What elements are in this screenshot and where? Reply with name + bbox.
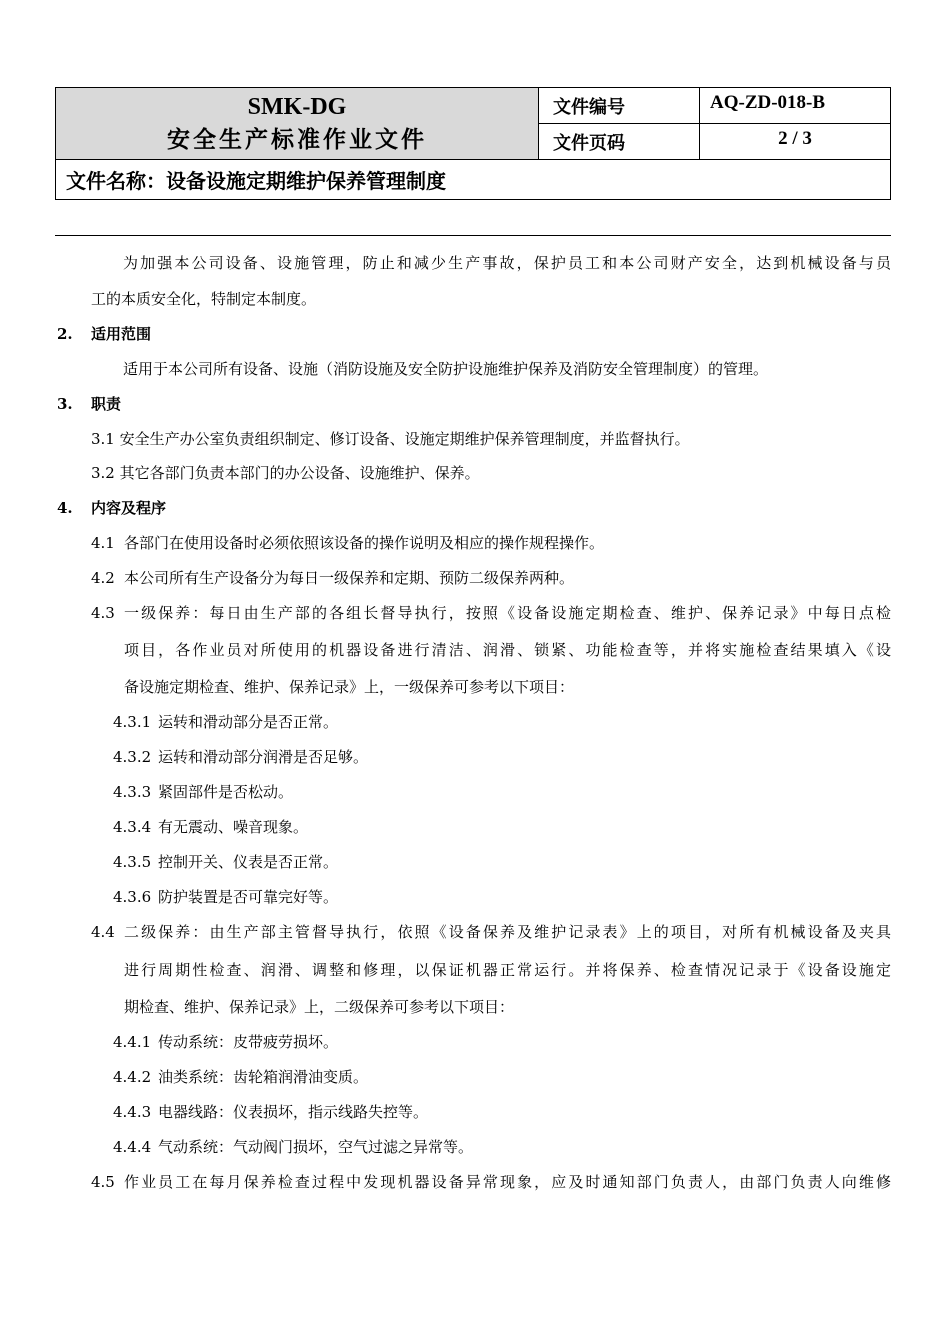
item-4-4-line-1: 二级保养：由生产部主管督导执行，依照《设备保养及维护记录表》上的项目，对所有机械设备及夹具	[124, 923, 891, 941]
section-2-title: 适用范围	[91, 325, 152, 343]
item-4-3-1-text: 运转和滑动部分是否正常。	[158, 713, 339, 731]
page-value: 2 / 3	[700, 124, 890, 160]
item-4-4-4-text: 气动系统：气动阀门损坏，空气过滤之异常等。	[158, 1138, 474, 1156]
section-2-text: 适用于本公司所有设备、设施（消防设施及安全防护设施维护保养及消防安全管理制度）的管理。	[123, 360, 769, 378]
item-4-3-5-text: 控制开关、仪表是否正常。	[158, 853, 339, 871]
item-4-3-4-text: 有无震动、噪音现象。	[158, 818, 309, 836]
item-4-3-3-number: 4.3.3	[113, 783, 152, 801]
item-4-2-text: 本公司所有生产设备分为每日一级保养和定期、预防二级保养两种。	[124, 569, 575, 587]
section-3-number: 3.	[57, 395, 73, 413]
intro-line-1: 为加强本公司设备、设施管理，防止和减少生产事故，保护员工和本公司财产安全，达到机械设备与员	[123, 254, 891, 272]
item-4-4-1-text: 传动系统：皮带疲劳损坏。	[158, 1033, 339, 1051]
item-4-3-line-3: 备设施定期检查、维护、保养记录》上，一级保养可参考以下项目：	[124, 678, 575, 696]
item-4-3-number: 4.3	[91, 604, 115, 622]
item-4-3-5-number: 4.3.5	[113, 853, 152, 871]
item-4-4-number: 4.4	[91, 923, 115, 941]
intro-line-2: 工的本质安全化，特制定本制度。	[91, 290, 317, 308]
item-4-3-3-text: 紧固部件是否松动。	[158, 783, 294, 801]
section-3-title: 职责	[91, 395, 122, 413]
item-4-5-text: 作业员工在每月保养检查过程中发现机器设备异常现象，应及时通知部门负责人，由部门负责人向维修	[124, 1173, 891, 1191]
item-4-4-line-3: 期检查、维护、保养记录》上，二级保养可参考以下项目：	[124, 998, 515, 1016]
item-4-3-6-text: 防护装置是否可靠完好等。	[158, 888, 339, 906]
item-4-3-line-2: 项目，各作业员对所使用的机器设备进行清洁、润滑、锁紧、功能检查等，并将实施检查结果填入《设	[124, 641, 891, 659]
item-4-4-line-2: 进行周期性检查、润滑、调整和修理，以保证机器正常运行。并将保养、检查情况记录于《设备设施定	[124, 961, 891, 979]
item-4-3-line-1: 一级保养：每日由生产部的各组长督导执行，按照《设备设施定期检查、维护、保养记录》中每日点检	[124, 604, 891, 622]
section-3-item-2: 3.2 其它各部门负责本部门的办公设备、设施维护、保养。	[91, 464, 480, 482]
section-4-title: 内容及程序	[91, 499, 167, 517]
header-title-cell	[56, 88, 539, 160]
section-4-number: 4.	[57, 499, 73, 517]
item-4-3-2-number: 4.3.2	[113, 748, 152, 766]
item-4-3-2-text: 运转和滑动部分润滑是否足够。	[158, 748, 369, 766]
item-4-4-1-number: 4.4.1	[113, 1033, 152, 1051]
page-label: 文件页码	[539, 124, 700, 160]
company-code: SMK-DG	[247, 94, 347, 120]
item-4-4-2-number: 4.4.2	[113, 1068, 152, 1086]
item-4-2-number: 4.2	[91, 569, 115, 587]
item-4-3-6-number: 4.3.6	[113, 888, 152, 906]
item-4-4-3-text: 电器线路：仪表损坏，指示线路失控等。	[158, 1103, 429, 1121]
item-4-3-1-number: 4.3.1	[113, 713, 152, 731]
doc-number-label: 文件编号	[539, 88, 700, 124]
item-4-4-2-text: 油类系统：齿轮箱润滑油变质。	[158, 1068, 369, 1086]
section-3-item-1: 3.1 安全生产办公室负责组织制定、修订设备、设施定期维护保养管理制度，并监督执行。	[91, 430, 690, 448]
item-4-3-4-number: 4.3.4	[113, 818, 152, 836]
header-divider	[55, 235, 891, 236]
section-2-number: 2.	[57, 325, 73, 343]
item-4-1-text: 各部门在使用设备时必须依照该设备的操作说明及相应的操作规程操作。	[124, 534, 605, 552]
item-4-4-3-number: 4.4.3	[113, 1103, 152, 1121]
doc-number-value: AQ-ZD-018-B	[700, 88, 890, 124]
document-type: 安全生产标准作业文件	[167, 126, 427, 153]
item-4-1-number: 4.1	[91, 534, 115, 552]
document-header-table	[55, 87, 891, 200]
item-4-5-number: 4.5	[91, 1173, 115, 1191]
document-name: 文件名称：设备设施定期维护保养管理制度	[66, 169, 446, 193]
item-4-4-4-number: 4.4.4	[113, 1138, 152, 1156]
